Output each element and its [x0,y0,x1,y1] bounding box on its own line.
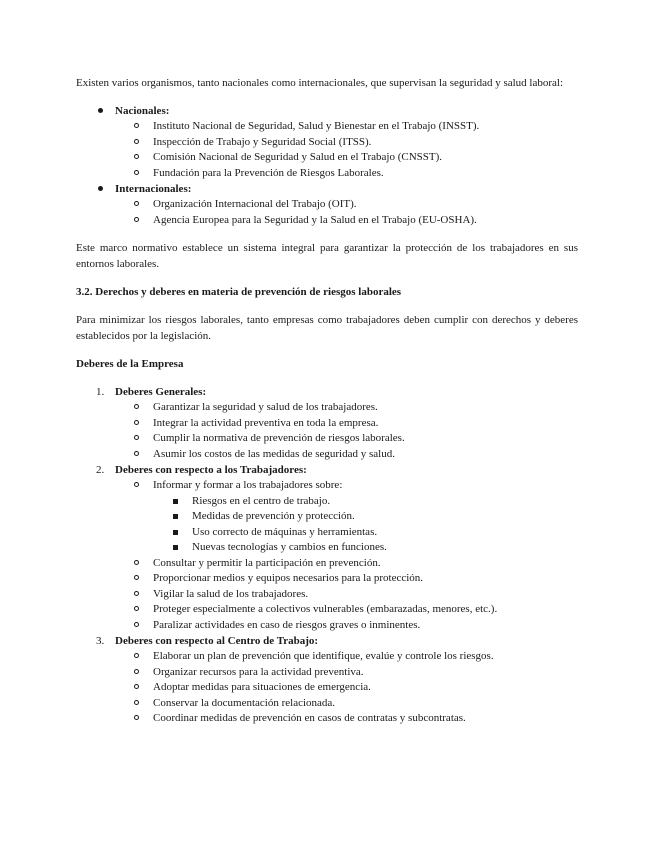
category-label: Deberes con respecto al Centro de Trabajo: [115,635,319,647]
sub-list-item [76,540,578,556]
list-item-text: Informar y formar a los trabajadores sobre: [153,479,343,491]
numbered-item-generales [76,384,578,400]
list-item-internacionales [76,181,578,197]
circle-bullet-icon [134,451,139,456]
list-item-text: Organización Internacional del Trabajo (OIT). [153,198,357,210]
circle-bullet-icon [134,606,139,611]
list-item-text: Coordinar medidas de prevención en casos de contratas y subcontratas. [153,712,466,724]
numbered-item-trabajadores [76,462,578,478]
list-item [76,478,578,494]
item-number: 3. [96,635,105,647]
square-bullet-icon [173,514,178,519]
category-label: Deberes Generales: [115,386,207,398]
list-item [76,447,578,463]
list-item-text: Adoptar medidas para situaciones de emergencia. [153,681,371,693]
circle-bullet-icon [134,420,139,425]
list-item-text: Fundación para la Prevención de Riesgos Laborales. [153,166,384,179]
square-bullet-icon [173,530,178,535]
list-item-text: Asumir los costos de las medidas de seguridad y salud. [153,447,395,460]
circle-bullet-icon [134,217,139,222]
circle-bullet-icon [134,622,139,627]
circle-bullet-icon [134,575,139,580]
list-item-text: Instituto Nacional de Seguridad, Salud y Bienestar en el Trabajo (INSST). [153,120,480,132]
list-item [76,213,578,229]
circle-bullet-icon [134,201,139,206]
list-item-text: Agencia Europea para la Seguridad y la Salud en el Trabajo (EU-OSHA). [153,213,477,226]
circle-bullet-icon [134,404,139,409]
list-item [76,711,578,727]
list-item [76,119,578,135]
list-item-text: Medidas de prevención y protección. [192,510,355,522]
list-item-text: Consultar y permitir la participación en prevención. [153,556,381,569]
circle-bullet-icon [134,139,139,144]
item-number: 2. [96,464,105,476]
list-item-text: Paralizar actividades en caso de riesgos graves o inminentes. [153,618,421,631]
list-item [76,431,578,447]
list-item-text: Comisión Nacional de Seguridad y Salud en el Trabajo (CNSST). [153,151,443,163]
circle-bullet-icon [134,669,139,674]
circle-bullet-icon [134,170,139,175]
organismos-list [76,103,578,228]
deberes-heading: Deberes de la Empresa [76,358,184,370]
sub-list-item [76,525,578,541]
list-item-nacionales [76,103,578,119]
circle-bullet-icon [134,123,139,128]
list-item-text: Conservar la documentación relacionada. [153,696,336,709]
list-item [76,618,578,634]
list-item-text: Proteger especialmente a colectivos vulnerables (embarazadas, menores, etc.). [153,603,498,615]
list-item [76,602,578,618]
list-item-text: Cumplir la normativa de prevención de riesgos laborales. [153,432,405,444]
circle-bullet-icon [134,684,139,689]
section-intro-paragraph: Para minimizar los riesgos laborales, tanto empresas como trabajadores deben cumplir con derechos y deberes establecidos por la legislación. [76,314,578,342]
list-item-text: Nuevas tecnologías y cambios en funciones. [192,541,387,553]
circle-bullet-icon [134,560,139,565]
list-item [76,680,578,696]
circle-bullet-icon [134,715,139,720]
list-item [76,416,578,432]
intro-paragraph: Existen varios organismos, tanto nacionales como internacionales, que supervisan la seguridad y salud laboral: [76,77,564,89]
list-item-text: Garantizar la seguridad y salud de los trabajadores. [153,401,378,413]
list-item [76,696,578,712]
item-number: 1. [96,386,105,398]
sub-list-item [76,494,578,510]
list-item [76,587,578,603]
section-heading: 3.2. Derechos y deberes en materia de prevención de riesgos laborales [76,286,402,298]
numbered-item-centro [76,633,578,649]
list-item [76,150,578,166]
sub-list-item [76,509,578,525]
circle-bullet-icon [134,482,139,487]
list-item-text: Organizar recursos para la actividad preventiva. [153,665,364,678]
list-item-text: Vigilar la salud de los trabajadores. [153,587,309,600]
marco-paragraph: Este marco normativo establece un sistema integral para garantizar la protección de los trabajadores en sus entornos laborales. [76,242,578,270]
list-item [76,649,578,665]
square-bullet-icon [173,499,178,504]
list-item [76,556,578,572]
list-item [76,197,578,213]
category-label: Internacionales: [115,183,192,195]
list-item-text: Riesgos en el centro de trabajo. [192,494,331,507]
category-label: Nacionales: [115,105,170,117]
circle-bullet-icon [134,653,139,658]
list-item-text: Uso correcto de máquinas y herramientas. [192,525,378,538]
list-item [76,400,578,416]
disc-bullet-icon [98,186,103,191]
category-label: Deberes con respecto a los Trabajadores: [115,464,307,476]
deberes-list [76,384,578,727]
list-item [76,135,578,151]
document-page [76,75,578,727]
square-bullet-icon [173,545,178,550]
circle-bullet-icon [134,154,139,159]
list-item [76,571,578,587]
list-item [76,665,578,681]
list-item-text: Proporcionar medios y equipos necesarios para la protección. [153,572,424,584]
list-item-text: Integrar la actividad preventiva en toda la empresa. [153,416,379,429]
circle-bullet-icon [134,700,139,705]
list-item-text: Inspección de Trabajo y Seguridad Social (ITSS). [153,135,372,148]
list-item [76,166,578,182]
disc-bullet-icon [98,108,103,113]
list-item-text: Elaborar un plan de prevención que identifique, evalúe y controle los riesgos. [153,650,494,662]
circle-bullet-icon [134,591,139,596]
circle-bullet-icon [134,435,139,440]
